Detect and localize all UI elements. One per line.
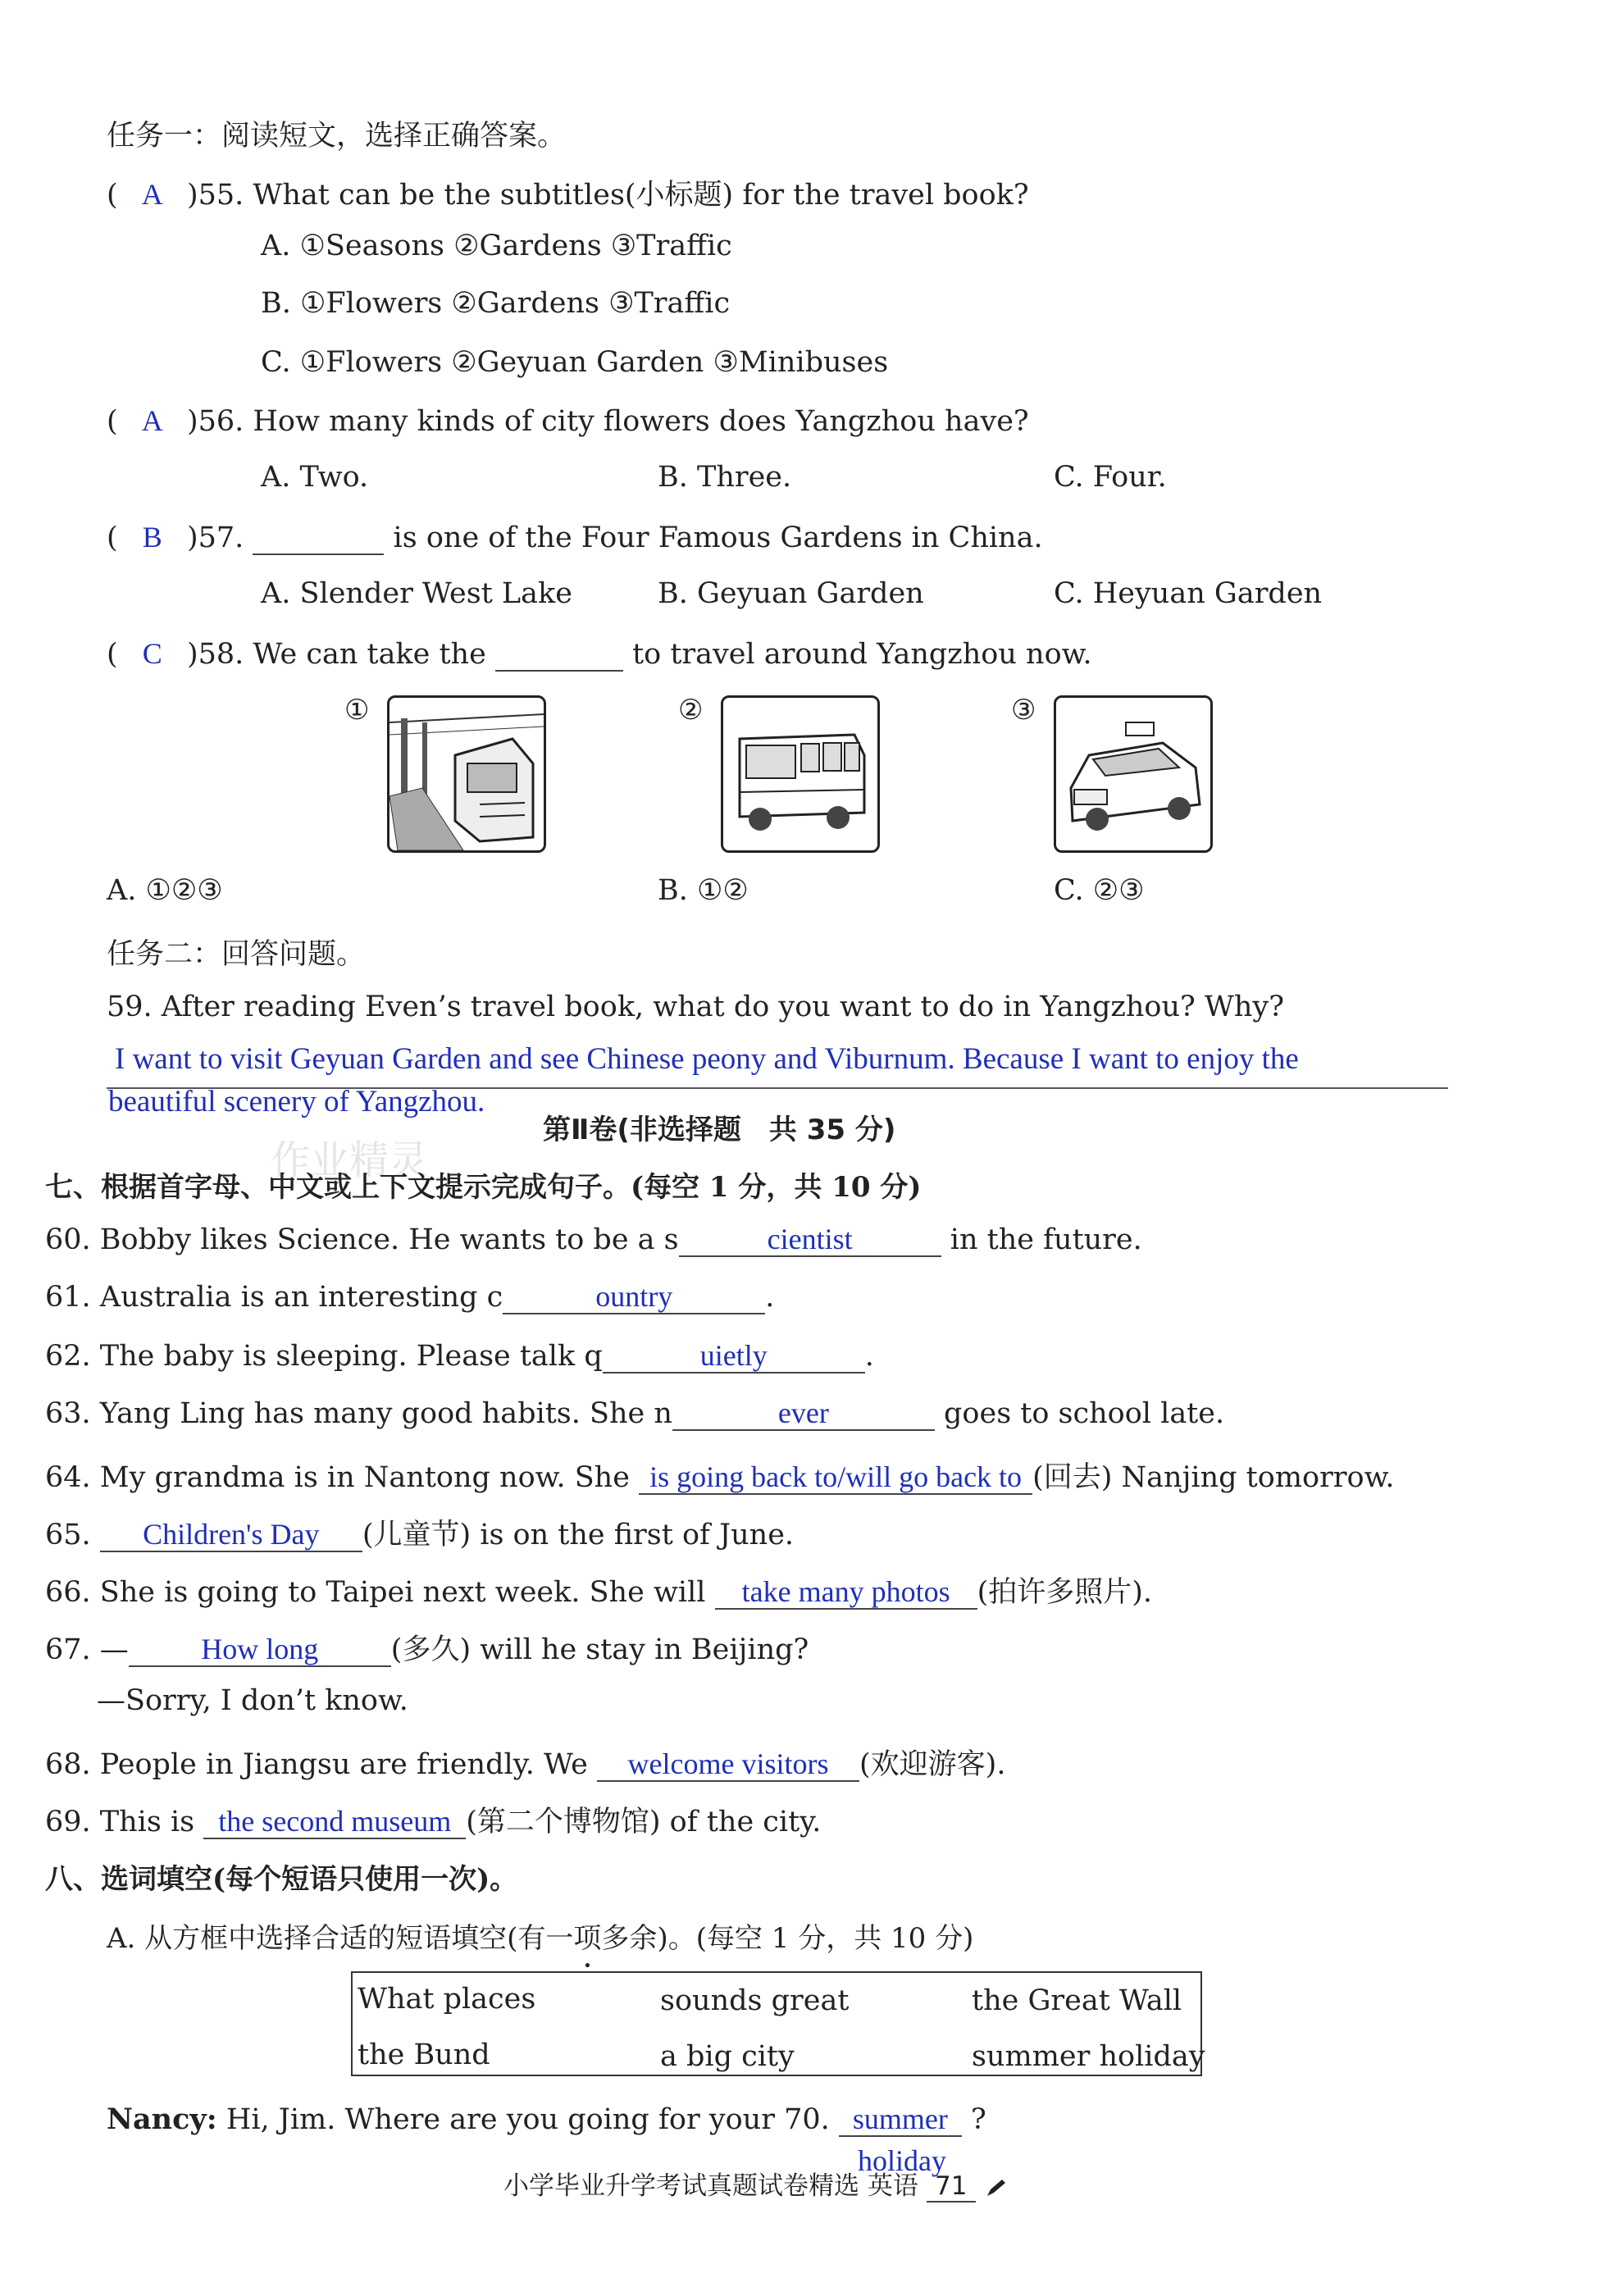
question-68: 68. People in Jiangsu are friendly. We welcome visitors (欢迎游客). xyxy=(45,1747,1006,1781)
answer-66: take many photos xyxy=(715,1577,977,1610)
answer-55: A xyxy=(141,178,163,211)
word-option: What places xyxy=(358,1983,536,2016)
answer-64: is going back to/will go back to xyxy=(639,1462,1032,1495)
train-station-picture xyxy=(387,695,546,853)
option-58-c: C. ②③ xyxy=(1054,874,1145,907)
word-option: the Great Wall xyxy=(972,1984,1182,2017)
picture-label-1: ① xyxy=(344,694,370,727)
question-61: 61. Australia is an interesting c ountry . xyxy=(45,1280,775,1314)
option-57-b: B. Geyuan Garden xyxy=(658,577,924,610)
answer-59-line1: I want to visit Geyuan Garden and see Chinese peony and Viburnum. Because I want to enjoy the xyxy=(115,1042,1299,1076)
word-option: sounds great xyxy=(660,1984,850,2017)
answer-70: summer xyxy=(839,2104,962,2137)
bus-icon xyxy=(723,698,877,850)
blank-57 xyxy=(253,523,384,555)
answer-63: ever xyxy=(672,1398,935,1431)
word-option: a big city xyxy=(660,2040,795,2073)
page-number: 71 xyxy=(927,2171,976,2203)
bus-picture xyxy=(721,695,880,853)
picture-label-2: ② xyxy=(678,694,704,727)
answer-67: How long xyxy=(129,1634,391,1667)
footer-text: 小学毕业升学考试真题试卷精选 英语 71 xyxy=(503,2165,1007,2203)
option-56-c: C. Four. xyxy=(1054,461,1167,494)
answer-60: cientist xyxy=(679,1224,941,1257)
question-57: ( B )57. is one of the Four Famous Gardens in China. xyxy=(107,521,1043,554)
option-58-a: A. ①②③ xyxy=(107,874,223,907)
question-stem: is one of the Four Famous Gardens in China. xyxy=(393,522,1043,554)
question-63: 63. Yang Ling has many good habits. She n ever goes to school late. xyxy=(45,1396,1225,1430)
question-stem: What can be the subtitles(小标题) for the travel book? xyxy=(253,179,1029,212)
taxi-picture xyxy=(1054,695,1213,853)
question-56: ( A )56. How many kinds of city flowers does Yangzhou have? xyxy=(107,404,1029,438)
speaker-name: Nancy: xyxy=(107,2102,217,2136)
question-58: ( C )58. We can take the to travel around Yangzhou now. xyxy=(107,637,1092,671)
question-69: 69. This is the second museum (第二个博物馆) of the city. xyxy=(45,1805,822,1838)
emphasis-text: 有一项多余 • xyxy=(517,1922,657,1955)
option-57-c: C. Heyuan Garden xyxy=(1054,577,1323,610)
question-60: 60. Bobby likes Science. He wants to be a s cientist in the future. xyxy=(45,1223,1142,1256)
answer-57: B xyxy=(142,521,162,554)
question-64: 64. My grandma is in Nantong now. She is going back to/will go back to (回去) Nanjing tomorrow. xyxy=(45,1460,1395,1494)
section-8-a-instruction: A. 从方框中选择合适的短语填空(有一项多余 •)。(每空 1 分，共 10 分) xyxy=(107,1916,973,1956)
answer-68: welcome visitors xyxy=(597,1749,859,1782)
part-2-title: 第Ⅱ卷(非选择题 共 35 分) xyxy=(543,1114,896,1146)
answer-58: C xyxy=(142,637,162,670)
task2-title: 任务二：回答问题。 xyxy=(107,938,366,971)
section-7-title: 七、根据首字母、中文或上下文提示完成句子。(每空 1 分，共 10 分) xyxy=(45,1171,922,1204)
question-66: 66. She is going to Taipei next week. She will take many photos (拍许多照片). xyxy=(45,1575,1153,1609)
reply-67: —Sorry, I don’t know. xyxy=(97,1684,408,1717)
taxi-icon xyxy=(1056,698,1210,850)
option-57-a: A. Slender West Lake xyxy=(261,577,572,610)
option-55-b: B. ①Flowers ②Gardens ③Traffic xyxy=(261,287,731,320)
picture-label-3: ③ xyxy=(1011,694,1036,727)
answer-69: the second museum xyxy=(203,1806,466,1839)
section-8-title: 八、选词填空(每个短语只使用一次)。 xyxy=(45,1863,518,1896)
question-number: )55. xyxy=(186,179,244,212)
answer-56: A xyxy=(141,404,163,437)
word-box xyxy=(351,1971,1205,2076)
hint-64: (回去) xyxy=(1032,1461,1113,1494)
question-65: 65. Children's Day (儿童节) is on the first of June. xyxy=(45,1518,795,1551)
question-67: 67. — How long (多久) will he stay in Beijing? xyxy=(45,1633,809,1666)
watermark: 作业精灵 xyxy=(271,1137,429,1183)
option-56-a: A. Two. xyxy=(261,461,369,494)
pencil-icon xyxy=(984,2176,1007,2199)
train-icon xyxy=(390,698,544,850)
option-58-b: B. ①② xyxy=(658,874,749,907)
task1-title: 任务一：阅读短文，选择正确答案。 xyxy=(107,120,567,153)
option-56-b: B. Three. xyxy=(658,461,792,494)
question-stem: How many kinds of city flowers does Yangzhou have? xyxy=(253,405,1029,438)
answer-62: uietly xyxy=(603,1341,865,1374)
answer-65: Children's Day xyxy=(100,1519,362,1552)
option-55-a: A. ①Seasons ②Gardens ③Traffic xyxy=(261,230,732,262)
answer-61: ountry xyxy=(503,1282,765,1314)
answer-70-line2: holiday xyxy=(858,2144,946,2177)
answer-59-line2: beautiful scenery of Yangzhou. xyxy=(108,1085,485,1118)
blank-58 xyxy=(495,640,623,672)
dialog-line-70: Nancy: Hi, Jim. Where are you going for your 70. summer ? xyxy=(107,2102,986,2136)
question-59: 59. After reading Even’s travel book, what do you want to do in Yangzhou? Why? xyxy=(107,991,1284,1023)
question-62: 62. The baby is sleeping. Please talk q uietly . xyxy=(45,1339,874,1373)
question-55: ( A )55. What can be the subtitles(小标题) for the travel book? xyxy=(107,178,1029,212)
word-option: summer holiday xyxy=(972,2040,1205,2073)
option-55-c: C. ①Flowers ②Geyuan Garden ③Minibuses xyxy=(261,346,889,379)
word-option: the Bund xyxy=(358,2039,490,2071)
